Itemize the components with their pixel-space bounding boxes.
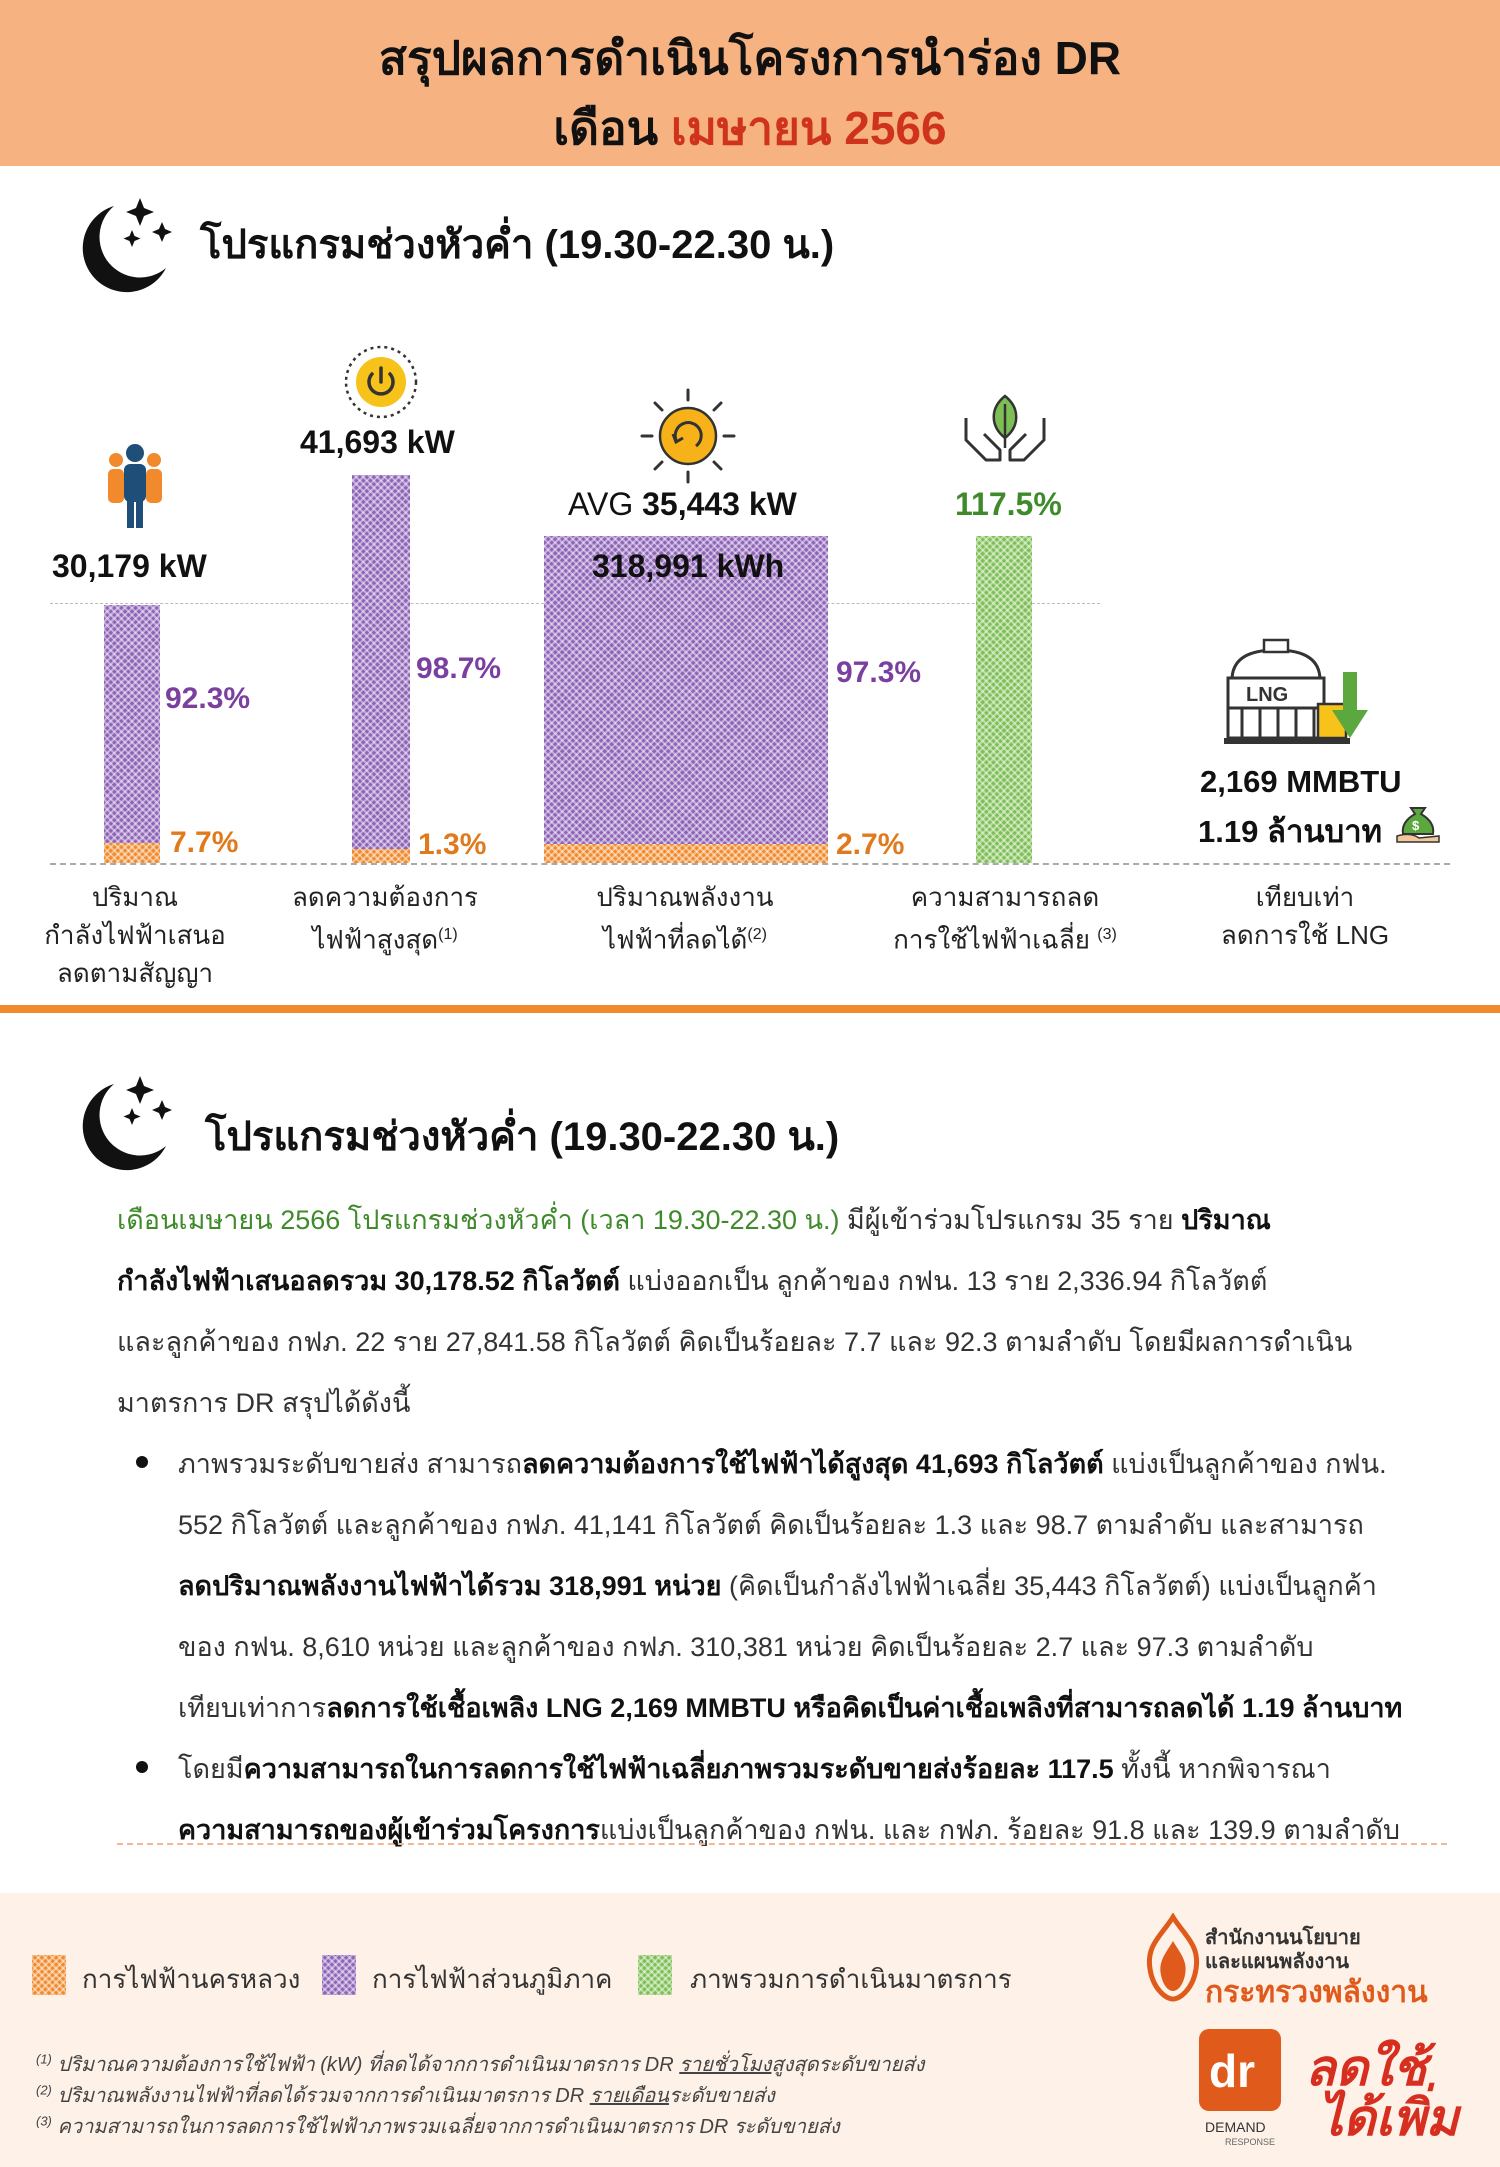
footnote-1: $^{(1)}$ ปริมาณความต้องการใช้ไฟฟ้า (kW) ที่ลดได้จากการดำเนินมาตรการ DR รายชั่วโมงสูงสุดระดับขายส่ง xyxy=(36,2051,925,2076)
header-subtitle-prefix: เดือน xyxy=(553,102,659,154)
legend-swatch-mea xyxy=(32,1955,66,1995)
header-subtitle xyxy=(0,92,1500,165)
para-line-3: และลูกค้าของ กฟภ. 22 ราย 27,841.58 กิโลวัตต์ คิดเป็นร้อยละ 7.7 และ 92.3 ตามลำดับ โดยมีผลการดำเนิน xyxy=(117,1327,1353,1357)
para-highlight: เดือนเมษายน 2566 โปรแกรมช่วงหัวค่ำ (เวลา 19.30-22.30 น.) xyxy=(117,1205,840,1235)
bar1-mea-pct: 7.7% xyxy=(170,826,239,859)
org-line-3: กระทรวงพลังงาน xyxy=(1205,1976,1428,2009)
para-line-2: กำลังไฟฟ้าเสนอลดรวม 30,178.52 กิโลวัตต์ แบ่งออกเป็น ลูกค้าของ กฟน. 13 ราย 2,336.94 กิโลวัตต์ xyxy=(117,1266,1268,1296)
bar4-caption-1: ความสามารถลด xyxy=(910,882,1100,912)
bullet-2: โดยมีความสามารถในการลดการใช้ไฟฟ้าเฉลี่ยภาพรวมระดับขายส่งร้อยละ 117.5 ทั้งนี้ หากพิจารณา ความสามารถของผู้เข้าร่วมโครงการแบ่งเป็นลูกค้าของ กฟน. และ กฟภ. ร้อยละ 91.8 และ 139.9 ตามลำดับ xyxy=(178,1754,1401,1845)
header-month: เมษายน 2566 xyxy=(670,102,947,154)
bar3-mea-pct: 2.7% xyxy=(836,828,905,861)
bar3-avg-prefix: AVG xyxy=(568,486,634,522)
money-bag-icon xyxy=(1395,800,1441,844)
bar2-caption-2: ไฟฟ้าสูงสุด xyxy=(312,924,439,955)
legend-swatch-total xyxy=(638,1955,672,1995)
brand-line-1: ลดใช้ xyxy=(1305,2040,1427,2096)
page-cut-line xyxy=(117,1843,1447,1845)
down-arrow-icon xyxy=(1332,670,1368,740)
moon-stars-icon xyxy=(62,1070,180,1182)
bar3-pea-pct: 97.3% xyxy=(836,656,922,689)
bar4-caption xyxy=(870,878,1140,959)
bar3-caption xyxy=(570,878,800,959)
bar3-caption-2: ไฟฟ้าที่ลดได้ xyxy=(603,924,748,955)
bar1-pea xyxy=(104,605,160,843)
bar3-avg xyxy=(568,486,797,523)
legend-total: ภาพรวมการดำเนินมาตรการ xyxy=(690,1964,1012,1994)
lng-caption xyxy=(1180,878,1430,954)
dr-summary-chart xyxy=(0,300,1500,1000)
svg-text:$: $ xyxy=(1412,818,1420,833)
lng-caption-2: ลดการใช้ LNG xyxy=(1220,920,1390,950)
page-header xyxy=(0,0,1500,166)
bar3-inside-value: 318,991 kWh xyxy=(592,548,785,584)
para-line-4: มาตรการ DR สรุปได้ดังนี้ xyxy=(117,1388,411,1418)
bar3-caption-1: ปริมาณพลังงาน xyxy=(596,882,774,912)
power-button-icon xyxy=(343,344,419,420)
hands-leaf-icon xyxy=(960,390,1050,470)
bar2-pea-pct: 98.7% xyxy=(416,652,502,685)
bar2-pea xyxy=(352,475,410,849)
bar2-mea-pct: 1.3% xyxy=(418,828,487,861)
brand-line-2: ได้เพิ่ม xyxy=(1318,2090,1459,2146)
bar2-caption-sup: (1) xyxy=(438,926,458,943)
bar1-value: 30,179 kW xyxy=(52,548,207,584)
logo-response: RESPONSE xyxy=(1225,2137,1276,2147)
section-divider xyxy=(0,1005,1500,1013)
bullet-dot xyxy=(136,1456,148,1468)
logo-demand: DEMAND xyxy=(1205,2119,1266,2135)
bar1-mea xyxy=(104,843,160,863)
bar2-mea xyxy=(352,849,410,863)
eppo-flame-logo xyxy=(1140,1913,1206,2003)
lng-caption-1: เทียบเท่า xyxy=(1255,882,1355,912)
footnote-2: $^{(2)}$ ปริมาณพลังงานไฟฟ้าที่ลดได้รวมจากการดำเนินมาตรการ DR รายเดือนระดับขายส่ง xyxy=(36,2082,775,2107)
bar4-value: 117.5% xyxy=(955,486,1062,522)
section2-title: โปรแกรมช่วงหัวค่ำ (19.30-22.30 น.) xyxy=(205,1115,840,1159)
bar1-caption xyxy=(20,878,250,992)
legend-pea: การไฟฟ้าส่วนภูมิภาค xyxy=(372,1964,613,1994)
bar4-caption-2: การใช้ไฟฟ้าเฉลี่ย xyxy=(893,924,1091,955)
demand-response-logo xyxy=(1195,2025,1285,2115)
bar3-caption-sup: (2) xyxy=(747,926,767,943)
bar3-avg-value: 35,443 kW xyxy=(642,486,797,522)
lng-tank-label: LNG xyxy=(1246,684,1289,706)
bar1-pea-pct: 92.3% xyxy=(165,682,251,715)
header-title: สรุปผลการดำเนินโครงการนำร่อง DR xyxy=(378,32,1122,84)
svg-text:dr: dr xyxy=(1209,2045,1255,2097)
people-icon xyxy=(104,442,166,528)
moon-stars-icon xyxy=(62,192,180,304)
sun-refresh-icon xyxy=(640,388,736,484)
bar4-caption-sup: (3) xyxy=(1097,926,1117,943)
bar2-caption xyxy=(270,878,500,959)
lng-value-baht: 1.19 ล้านบาท xyxy=(1198,814,1383,849)
bullet-dot xyxy=(136,1761,148,1773)
para-line-1: เดือนเมษายน 2566 โปรแกรมช่วงหัวค่ำ (เวลา 19.30-22.30 น.) มีผู้เข้าร่วมโปรแกรม 35 ราย ปริมาณ xyxy=(117,1205,1271,1235)
chart-baseline xyxy=(50,863,1450,865)
org-line-2: และแผนพลังงาน xyxy=(1205,1951,1350,1973)
lng-value-mmbtu: 2,169 MMBTU xyxy=(1200,764,1402,799)
legend-swatch-pea xyxy=(322,1955,356,1995)
section1-title: โปรแกรมช่วงหัวค่ำ (19.30-22.30 น.) xyxy=(200,223,835,267)
bar2-caption-1: ลดความต้องการ xyxy=(291,882,479,912)
legend-mea: การไฟฟ้านครหลวง xyxy=(82,1964,301,1994)
bar2-value: 41,693 kW xyxy=(300,424,455,460)
footer xyxy=(0,1893,1500,2167)
bar4-total xyxy=(976,536,1032,863)
footnote-3: $^{(3)}$ ความสามารถในการลดการใช้ไฟฟ้าภาพรวมเฉลี่ยจากการดำเนินมาตรการ DR ระดับขายส่ง xyxy=(36,2113,840,2138)
bar1-caption-3: ลดตามสัญญา xyxy=(56,958,214,988)
bullet-1: ภาพรวมระดับขายส่ง สามารถลดความต้องการใช้ไฟฟ้าได้สูงสุด 41,693 กิโลวัตต์ แบ่งเป็นลูกค้าของ กฟน. 552 กิโลวัตต์ และลูกค้าของ กฟภ. 41,141 กิโลวัตต์ คิดเป็นร้อยละ 1.3 และ 98.7 ตามลำดับ และสามารถ ลดปริมาณพลังงานไฟฟ้าได้รวม 318,991 หน่วย (คิดเป็นกำลังไฟฟ้าเฉลี่ย 35,443 กิโลวัตต์) แบ่งเป็นลูกค้า ของ กฟน. 8,610 หน่วย และลูกค้าของ กฟภ. 310,381 หน่วย คิดเป็นร้อยละ 2.7 และ 97.3 ตามลำดับ เทียบเท่าการลดการใช้เชื้อเพลิง LNG 2,169 MMBTU หรือคิดเป็นค่าเชื้อเพลิงที่สามารถลดได้ 1.19 ล้านบาท xyxy=(178,1449,1403,1723)
org-line-1: สำนักงานนโยบาย xyxy=(1205,1927,1361,1949)
summary-paragraph xyxy=(117,1190,1437,1434)
bar1-caption-2: กำลังไฟฟ้าเสนอ xyxy=(44,920,226,950)
bar1-caption-1: ปริมาณ xyxy=(91,882,179,912)
bar3-mea xyxy=(544,844,828,863)
